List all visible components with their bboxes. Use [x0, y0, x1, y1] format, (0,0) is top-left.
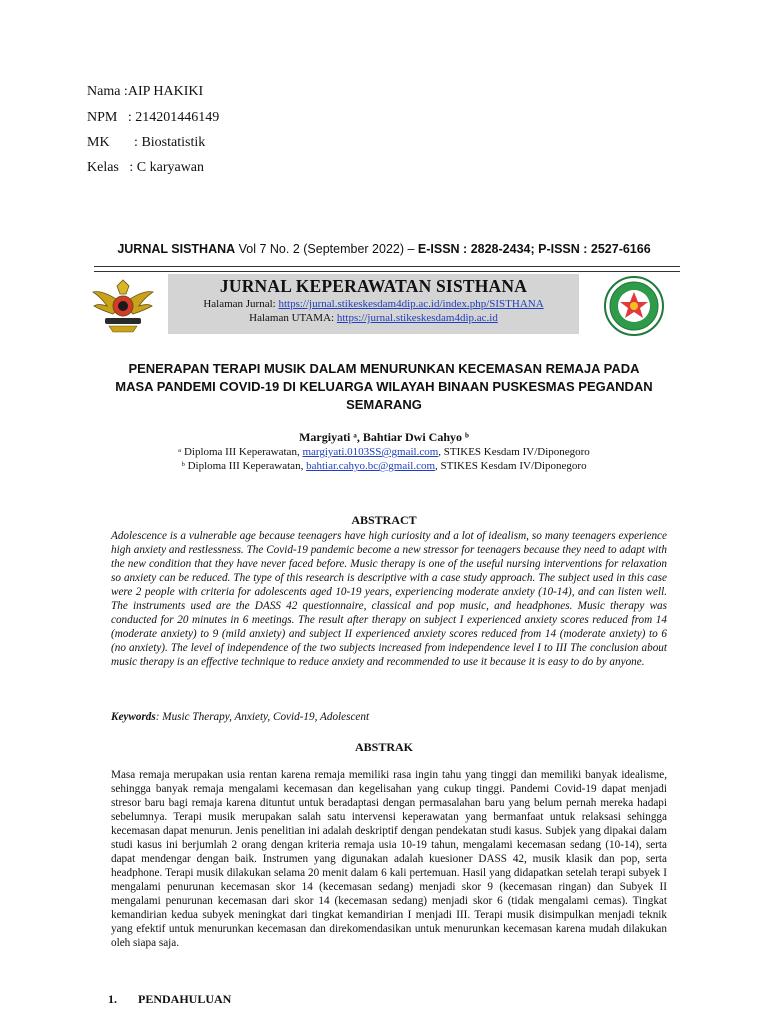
affiliation-b: ᵇ Diploma III Keperawatan, bahtiar.cahyo.bc@gmail.com, STIKES Kesdam IV/Diponegoro [181, 460, 587, 472]
email-link-b[interactable]: bahtiar.cahyo.bc@gmail.com [306, 460, 436, 472]
main-url-link[interactable]: https://jurnal.stikeskesdam4dip.ac.id [336, 312, 498, 324]
paper-title: PENERAPAN TERAPI MUSIK DALAM MENURUNKAN KECEMASAN REMAJA PADA MASA PANDEMI COVID-19 DI KELUARGA WILAYAH BINAAN PUSKESMAS PEGANDAN SEMARANG [115, 361, 653, 412]
paper-authors: Margiyati ᵃ, Bahtiar Dwi Cahyo ᵇ [299, 430, 469, 444]
kesdam-emblem-logo [91, 278, 155, 334]
student-row-mk: MK : Biostatistik [87, 135, 206, 150]
email-link-a[interactable]: margiyati.0103SS@gmail.com [302, 446, 439, 458]
student-row-kelas: Kelas : C karyawan [87, 160, 205, 175]
section-heading-pendahuluan: 1. PENDAHULUAN [108, 992, 232, 1006]
stikes-seal-logo [604, 276, 664, 336]
main-page-line: Halaman UTAMA: https://jurnal.stikeskesdam4dip.ac.id [249, 312, 498, 324]
affiliation-a: ᵃ Diploma III Keperawatan, margiyati.0103SS@gmail.com, STIKES Kesdam IV/Diponegoro [178, 446, 590, 458]
journal-page-line: Halaman Jurnal: https://jurnal.stikeskesdam4dip.ac.id/index.php/SISTHANA [203, 298, 544, 310]
abstrak-indonesian-text: Masa remaja merupakan usia rentan karena remaja memiliki rasa ingin tahu yang tinggi dan memiliki banyak idealisme, sehingga banyak remaja mengalami kecemasan dan kegelisahan yang cukup tinggi. Pandemi Covid-19 dapat menjadi stresor baru bagi remaja karena dituntut untuk beradaptasi dengan permasalahan baru yang belum pernah mereka hadapi sebelumnya. Terapi musik merupakan salah satu intervensi keperawatan yang bermanfaat untuk relaksasi sehingga kecemasan dapat menurun. Jenis penelitian ini adalah deskriptif dengan pendekatan studi kasus. Subjek yang dipakai dalam studi kasus ini berjumlah 2 orang dengan kriteria remaja usia 10-19 tahun, mengalami kecemasan sedang (10-14), serta dapat mendengar dengan baik. Instrumen yang digunakan adalah kuesioner DASS 42, musik klasik dan pop, serta headphone. Terapi musik dilakukan selama 20 menit dalam 6 kali pertemuan. Hasil yang didapatkan setelah terapi subyek I mengalami penurunan kecemasan skor 14 (kecemasan sedang) menjadi skor 9 (kecemasan ringan) dan Subyek II mengalami penurunan kecemasan dari skor 14 (kecemasan sedang) menjadi skor 6 (tidak mengalami cemas). Tingkat kemandirian kedua subyek meningkat dari tingkat kemandirian I menjadi III. Terapi musik disimpulkan menjadi teknik yang efektif untuk menurunkan kecemasan dan direkomendasikan untuk menurunkan kecemasan karena mudah dilakukan oleh siapa saja. [111, 769, 667, 949]
student-row-npm: NPM : 214201446149 [87, 110, 220, 125]
journal-url-link[interactable]: https://jurnal.stikeskesdam4dip.ac.id/index.php/SISTHANA [278, 298, 544, 310]
abstract-english-text: Adolescence is a vulnerable age because teenagers have high curiosity and a lot of idealism, so many teenagers experience high anxiety and restlessness. The Covid-19 pandemic become a new stressor for teenagers because they need to adapt with the new condition that they have never faced before. Music therapy is one of the useful nursing interventions for relaxation so anxiety can be reduced. The type of this research is descriptive with a case study approach. The subject used in this case were 2 people with criteria for adolescents aged 10-19 years, experiencing moderate anxiety (10-14), and can listen well. The instruments used are the DASS 42 questionnaire, classical and pop music, and headphones. Music therapy was conducted for 20 minutes in 6 meetings. The result after therapy on subject I experienced anxiety scores reduced from 14 (moderate anxiety) to 9 (mild anxiety) and subject II experienced anxiety scores reduced from 14 (moderate anxiety) to 6 (no anxiety). The level of independence of the two subjects increased from independence level I to III The conclusion about music therapy is an effective technique to reduce anxiety and recommended to use it because it is easy to do by anyone. [111, 530, 667, 668]
journal-banner [168, 274, 579, 334]
student-row-nama: Nama :AIP HAKIKI [87, 84, 204, 99]
header-rule-top [94, 266, 680, 267]
abstract-heading: ABSTRACT [351, 513, 417, 527]
journal-banner-title: JURNAL KEPERAWATAN SISTHANA [219, 276, 528, 296]
abstrak-heading: ABSTRAK [354, 740, 413, 754]
header-rule-bottom [94, 271, 680, 272]
journal-issue-line: JURNAL SISTHANA Vol 7 No. 2 (September 2022) – E-ISSN : 2828-2434; P-ISSN : 2527-6166 [117, 242, 651, 256]
keywords-line: Keywords: Music Therapy, Anxiety, Covid-19, Adolescent [111, 711, 370, 723]
